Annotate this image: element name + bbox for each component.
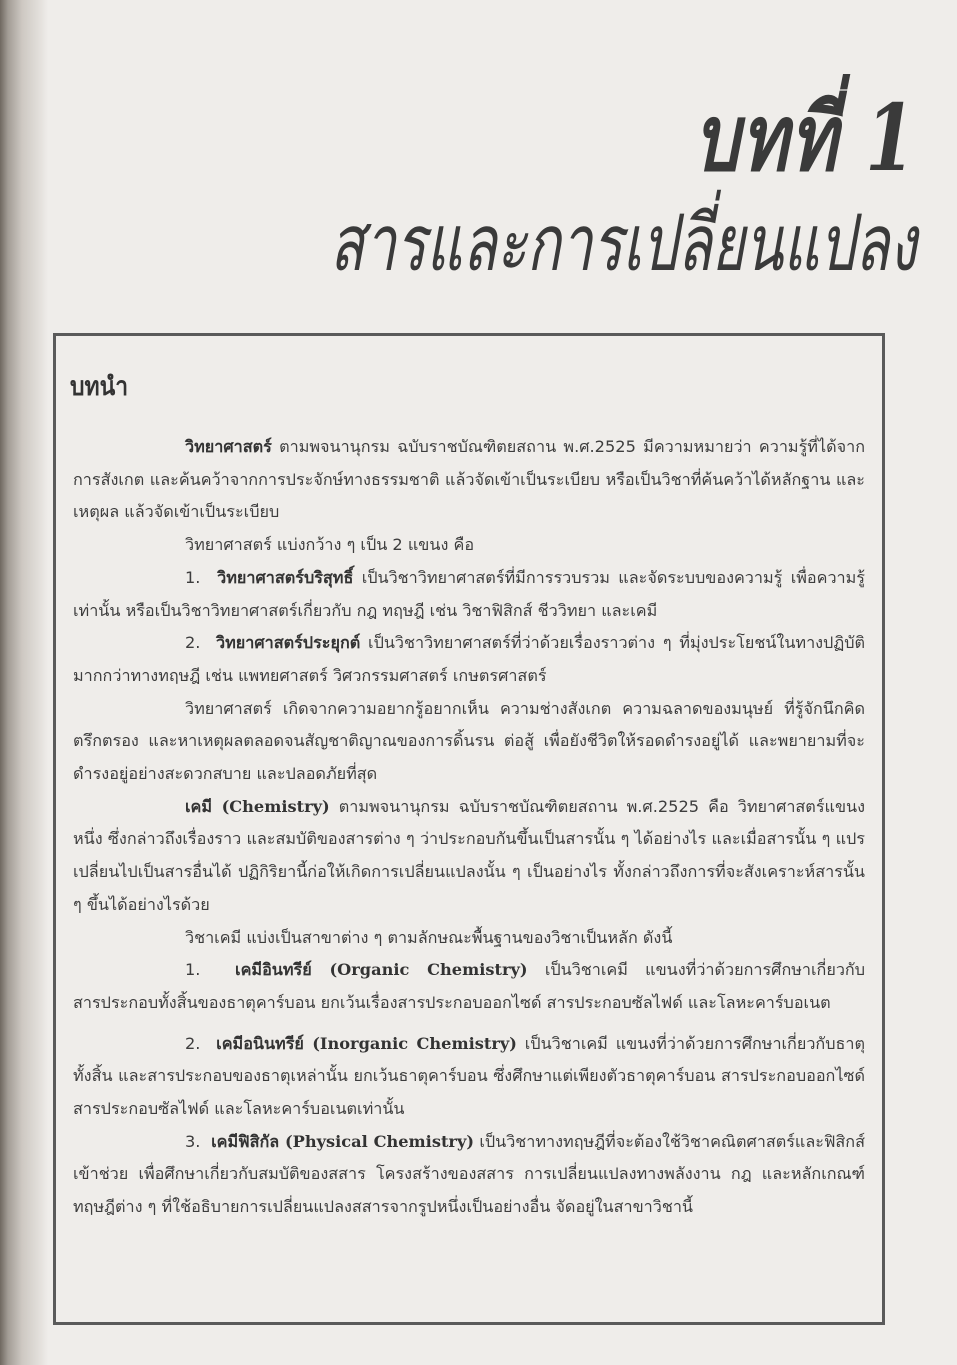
list-item-physical-chemistry: 3. เคมีฟิสิกัล (Physical Chemistry) เป็นวิชาทางทฤษฎีที่จะต้องใช้วิชาคณิตศาสตร์และฟิสิกส์เข้าช่วย เพื่อศึกษาเกี่ยวกับสมบัติของสสาร โครงสร้างของสสาร การเปลี่ยนแปลงทางพลังงาน กฎ และหลักเกณฑ์ ทฤษฎีต่าง ๆ ที่ใช้อธิบายการเปลี่ยนแปลงสสารจากรูปหนึ่งเป็นอย่างอื่น จัดอยู่ในสาขาวิชานี้ <box>73 1131 865 1217</box>
term: เคมี (Chemistry) <box>185 796 330 816</box>
term: วิทยาศาสตร์ <box>185 437 272 456</box>
section-heading: บทนำ <box>70 372 129 402</box>
term: เคมีอินทรีย์ (Organic Chemistry) <box>235 960 528 980</box>
term: เคมีฟิสิกัล (Physical Chemistry) <box>211 1131 475 1151</box>
chapter-number: บทที่ 1 <box>694 84 917 192</box>
term: เคมีอนินทรีย์ (Inorganic Chemistry) <box>216 1033 517 1053</box>
chapter-title: สารและการเปลี่ยนแปลง <box>330 199 917 289</box>
intro-body <box>73 431 865 1224</box>
term: วิทยาศาสตร์บริสุทธิ์ <box>217 567 354 587</box>
book-binding-shadow <box>0 0 48 1365</box>
paragraph-science-branches: วิทยาศาสตร์ แบ่งกว้าง ๆ เป็น 2 แขนง คือ <box>185 535 475 555</box>
list-item-pure-science: 1. วิทยาศาสตร์บริสุทธิ์ เป็นวิชาวิทยาศาสตร์ที่มีการรวบรวม และจัดระบบของความรู้ เพื่อความรู้เท่านั้น หรือเป็นวิชาวิทยาศาสตร์เกี่ยวกับ กฎ ทฤษฎี เช่น วิชาฟิสิกส์ ชีววิทยา และเคมี <box>73 567 865 620</box>
paragraph-chemistry-branches: วิชาเคมี แบ่งเป็นสาขาต่าง ๆ ตามลักษณะพื้นฐานของวิชาเป็นหลัก ดังนี้ <box>185 927 673 947</box>
paragraph-chemistry-definition: เคมี (Chemistry) ตามพจนานุกรม ฉบับราชบัณฑิตยสถาน พ.ศ.2525 คือ วิทยาศาสตร์แขนงหนึ่ง ซึ่งกล่าวถึงเรื่องราว และสมบัติของสารต่าง ๆ ว่าประกอบกันขึ้นเป็นสารนั้น ๆ ได้อย่างไร และเมื่อสารนั้น ๆ แปรเปลี่ยนไปเป็นสารอื่นได้ ปฏิกิริยานี้ก่อให้เกิดการเปลี่ยนแปลงนั้น ๆ เป็นอย่างไร ทั้งกล่าวถึงการที่จะสังเคราะห์สารนั้น ๆ ขึ้นได้อย่างไรด้วย <box>73 796 865 914</box>
list-item-applied-science: 2. วิทยาศาสตร์ประยุกต์ เป็นวิชาวิทยาศาสตร์ที่ว่าด้วยเรื่องราวต่าง ๆ ที่มุ่งประโยชน์ในทางปฏิบัติมากกว่าทางทฤษฎี เช่น แพทยศาสตร์ วิศวกรรมศาสตร์ เกษตรศาสตร์ <box>73 633 865 685</box>
intro-box <box>53 333 885 1325</box>
list-item-organic-chemistry: 1. เคมีอินทรีย์ (Organic Chemistry) เป็นวิชาเคมี แขนงที่ว่าด้วยการศึกษาเกี่ยวกับสารประกอบทั้งสิ้นของธาตุคาร์บอน ยกเว้นเรื่องสารประกอบออกไซด์ สารประกอบซัลไฟด์ และโลหะคาร์บอเนต <box>73 960 865 1012</box>
term: วิทยาศาสตร์ประยุกต์ <box>216 633 361 653</box>
list-item-inorganic-chemistry: 2. เคมีอนินทรีย์ (Inorganic Chemistry) เป็นวิชาเคมี แขนงที่ว่าด้วยการศึกษาเกี่ยวกับธาตุทั้งสิ้น และสารประกอบของธาตุเหล่านั้น ยกเว้นธาตุคาร์บอน ซึ่งศึกษาแต่เพียงตัวธาตุคาร์บอน สารประกอบออกไซด์ สารประกอบซัลไฟด์ และโลหะคาร์บอเนตเท่านั้น <box>73 1033 865 1119</box>
paragraph-science-definition: วิทยาศาสตร์ ตามพจนานุกรม ฉบับราชบัณฑิตยสถาน พ.ศ.2525 มีความหมายว่า ความรู้ที่ได้จากการสังเกต และค้นคว้าจากการประจักษ์ทางธรรมชาติ แล้วจัดเข้าเป็นระเบียบ หรือเป็นวิชาที่ค้นคว้าได้หลักฐาน และเหตุผล แล้วจัดเข้าเป็นระเบียบ <box>73 437 865 522</box>
paragraph-science-origin: วิทยาศาสตร์ เกิดจากความอยากรู้อยากเห็น ความช่างสังเกต ความฉลาดของมนุษย์ ที่รู้จักนึกคิด ตรึกตรอง และหาเหตุผลตลอดจนสัญชาติญาณของการดิ้นรน ต่อสู้ เพื่อยังชีวิตให้รอดดำรงอยู่ได้ และพยายามที่จะดำรงอยู่อย่างสะดวกสบาย และปลอดภัยที่สุด <box>73 698 865 784</box>
